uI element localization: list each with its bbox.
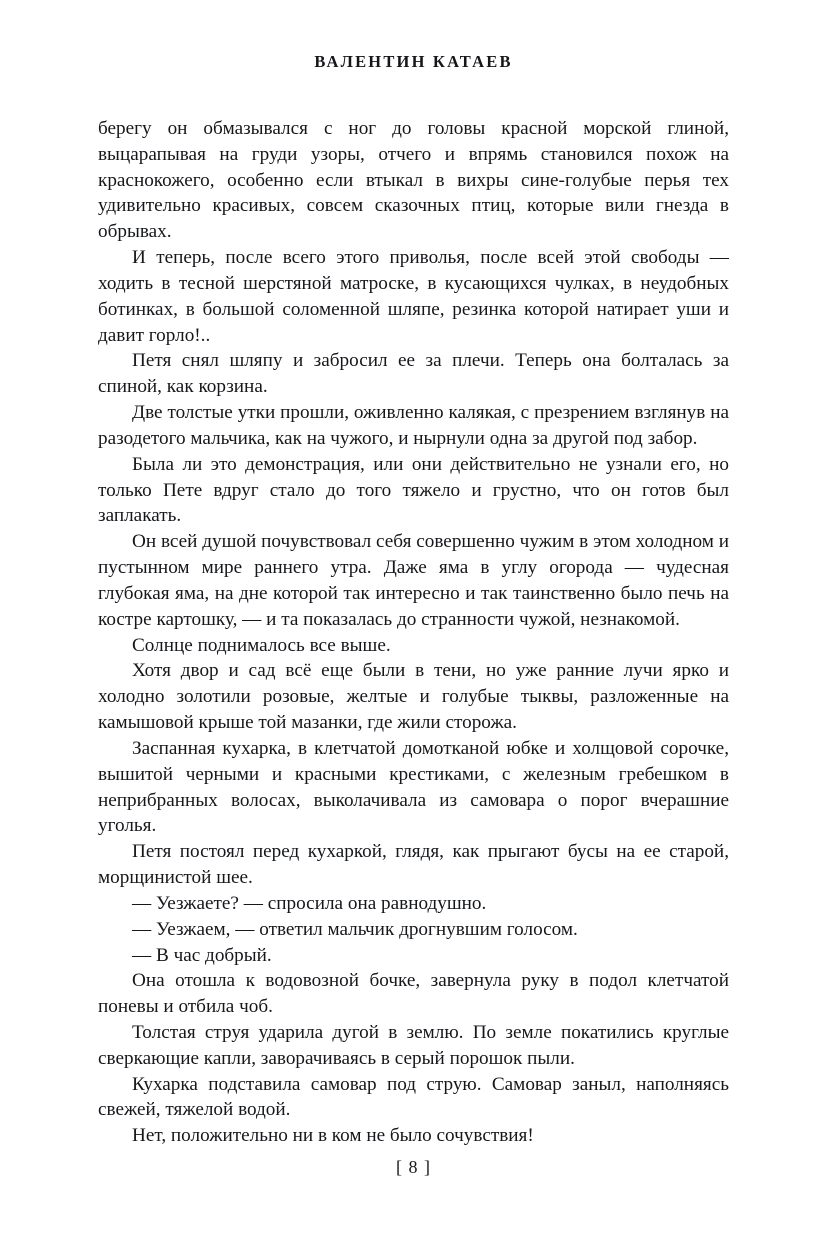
paragraph: — В час добрый. [132, 944, 272, 966]
running-head: ВАЛЕНТИН КАТАЕВ [314, 52, 513, 71]
paragraph: Нет, положительно ни в ком не было сочувствия! [132, 1125, 534, 1147]
page-number: [ 8 ] [396, 1157, 431, 1177]
paragraph: Он всей душой почувствовал себя совершенно чужим в этом холодном и пустынном мире раннего утра. Даже яма в углу огорода — чудесная глубокая яма, на дне которой так интересно и так таинственно было печь на костре картошку, — и та показалась до странности чужой, незнакомой. [98, 531, 729, 630]
paragraph: Хотя двор и сад всё еще были в тени, но уже ранние лучи ярко и холодно золотили розовые, желтые и голубые тыквы, разложенные на камышовой крыше той мазанки, где жили сторожа. [98, 660, 729, 734]
paragraph: Солнце поднималось все выше. [132, 634, 391, 656]
paragraph: — Уезжаем, — ответил мальчик дрогнувшим голосом. [132, 918, 578, 940]
body-text [98, 116, 729, 1149]
paragraph: Она отошла к водовозной бочке, завернула руку в подол клетчатой поневы и отбила чоб. [98, 970, 729, 1018]
paragraph: Толстая струя ударила дугой в землю. По земле покатились круглые сверкающие капли, заворачиваясь в серый порошок пыли. [98, 1021, 729, 1069]
paragraph: И теперь, после всего этого приволья, после всей этой свободы — ходить в тесной шерстяной матроске, в кусающихся чулках, в неудобных ботинках, в большой соломенной шляпе, резинка которой натирает уши и давит горло!.. [98, 247, 729, 346]
paragraph: Заспанная кухарка, в клетчатой домотканой юбке и холщовой сорочке, вышитой черными и красными крестиками, с железным гребешком в неприбранных волосах, выколачивала из самовара о порог вчерашние уголья. [98, 737, 729, 837]
paragraph: Была ли это демонстрация, или они действительно не узнали его, но только Пете вдруг стало до того тяжело и грустно, что он готов был заплакать. [98, 453, 729, 527]
paragraph: Петя снял шляпу и забросил ее за плечи. Теперь она болталась за спиной, как корзина. [98, 350, 729, 398]
paragraph: Петя постоял перед кухаркой, глядя, как прыгают бусы на ее старой, морщинистой шее. [98, 841, 729, 889]
paragraph: берегу он обмазывался с ног до головы красной морской глиной, выцарапывая на груди узоры, отчего и впрямь становился похож на краснокожего, особенно если втыкал в вихры сине-голубые перья тех удивительно красивых, совсем сказочных птиц, которые вили гнезда в обрывах. [98, 118, 729, 243]
paragraph: Две толстые утки прошли, оживленно калякая, с презрением взглянув на разодетого мальчика, как на чужого, и нырнули одна за другой под забор. [98, 402, 729, 449]
paragraph: Кухарка подставила самовар под струю. Самовар заныл, наполняясь свежей, тяжелой водой. [98, 1073, 729, 1121]
paragraph: — Уезжаете? — спросила она равнодушно. [132, 892, 487, 914]
